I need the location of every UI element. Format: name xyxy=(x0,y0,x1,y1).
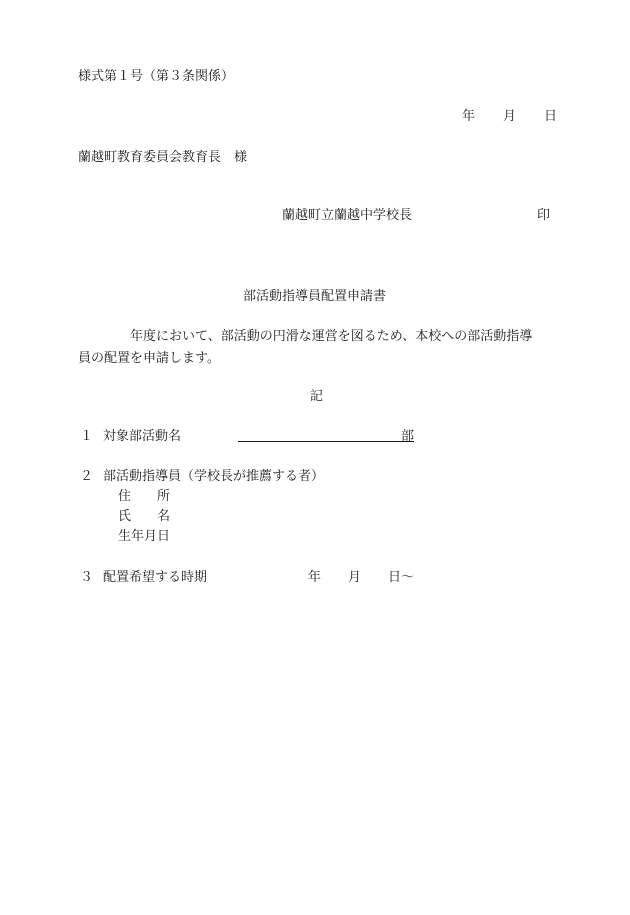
item-2-label: 部活動指導員（学校長が推薦する者） xyxy=(103,469,325,484)
item-3-year: 年 xyxy=(308,570,322,585)
item-1-number: １ xyxy=(80,429,94,444)
item-3-number: ３ xyxy=(80,570,94,585)
item-1-label: 対象部活動名 xyxy=(103,429,182,444)
item-1-suffix: 部 xyxy=(401,429,415,444)
item-3-day: 日〜 xyxy=(388,570,415,585)
item-2-address: 住 所 xyxy=(118,489,171,504)
item-2-name: 氏 名 xyxy=(118,509,171,524)
body-line-1: 年度において、部活動の円滑な運営を図るため、本校への部活動指導 xyxy=(130,329,533,344)
date-year: 年 xyxy=(462,109,476,124)
addressee: 蘭越町教育委員会教育長 様 xyxy=(78,150,248,165)
body-line-2: 員の配置を申請します。 xyxy=(78,351,220,366)
document-title: 部活動指導員配置申請書 xyxy=(243,289,387,304)
item-3-month: 月 xyxy=(348,570,362,585)
item-2-birthdate: 生年月日 xyxy=(118,529,171,544)
date-month: 月 xyxy=(503,109,517,124)
item-1-underline xyxy=(238,441,414,442)
date-day: 日 xyxy=(544,109,558,124)
sender-name: 蘭越町立蘭越中学校長 xyxy=(282,208,413,223)
form-number: 様式第１号（第３条関係） xyxy=(78,69,235,84)
item-3-label: 配置希望する時期 xyxy=(103,570,208,585)
seal-mark: 印 xyxy=(537,208,551,223)
ki-heading: 記 xyxy=(310,389,324,404)
item-2-number: ２ xyxy=(80,469,94,484)
